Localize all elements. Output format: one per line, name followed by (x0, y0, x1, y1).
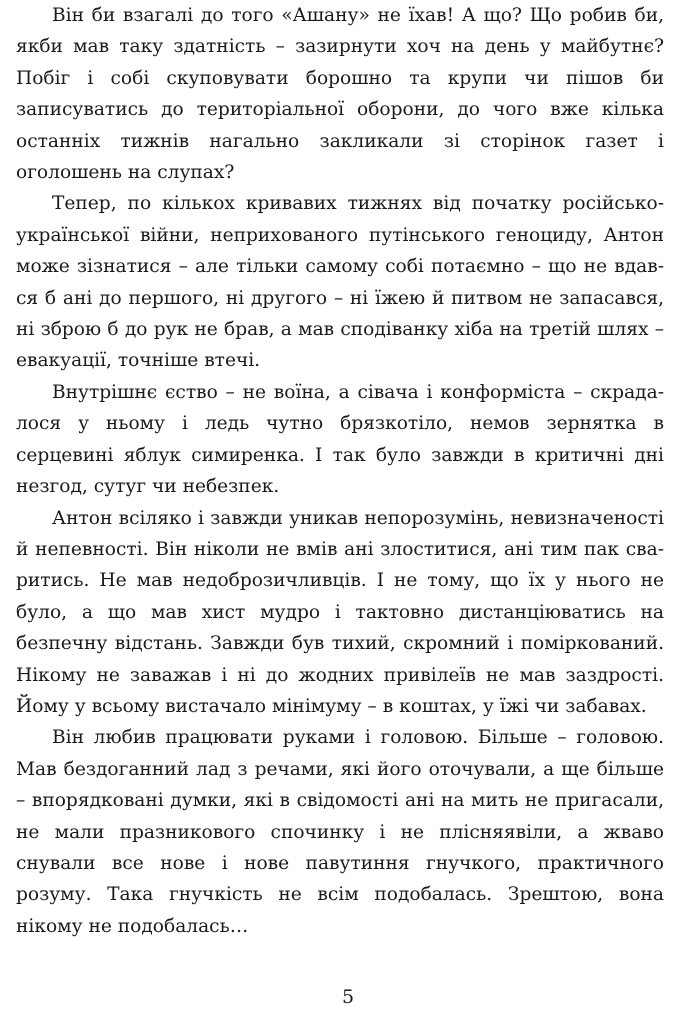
paragraph-3: Внутрішнє єство – не воїна, а сівача і конформіста – скрадалося у ньому і ледь чутно брязкотіло, немов зернятка в серцевині яблук симиренка. І так було завжди в критичні дні незгод, сутуг чи небезпек. (16, 381, 664, 498)
paragraph-4: Антон всіляко і завжди уникав непорозумінь, невизначеності й непевності. Він ніколи не вмів ані злоститися, ані тим пак сваритись. Не мав недоброзичливців. І не тому, що їх у нього не було, а що мав хист мудро і тактовно дистанціюватись на безпечну відстань. Завжди був тихий, скромний і поміркований. Нікому не заважав і ні до жодних привілеїв не мав заздрості. Йому у всьому вистачало мінімуму – в коштах, у їжі чи забавах. (16, 507, 664, 717)
paragraph-2: Тепер, по кількох кривавих тижнях від початку російсько-української війни, неприхованого путінського геноциду, Антон може зізнатися – але тільки самому собі потаємно – що не вдався б ані до першого, ні другого – ні їжею й питвом не запасався, ні зброю б до рук не брав, а мав сподіванку хіба на третій шлях – евакуації, точніше втечі. (16, 193, 664, 372)
paragraph-1: Він би взагалі до того «Ашану» не їхав! А що? Що робив би, якби мав таку здатність – зазирнути хоч на день у майбутнє? Побіг і собі скуповувати борошно та крупи чи пішов би записуватись до територіальної оборони, до чого вже кілька останніх тижнів нагально закликали зі сторінок газет і оголошень на слупах? (16, 5, 664, 184)
page-number: 5 (341, 986, 355, 1008)
text-body (16, 0, 664, 942)
paragraph-5: Він любив працювати руками і головою. Більше – головою. Мав бездоганний лад з речами, які його оточували, а ще більше – впорядковані думки, які в свідомості ані на мить не пригасали, не мали празникового спочинку і не плісняявіли, а жваво снували все нове і нове павутиння гнучкого, практичного розуму. Така гнучкість не всім подобалась. Зрештою, вона нікому не подобалась… (16, 727, 664, 937)
